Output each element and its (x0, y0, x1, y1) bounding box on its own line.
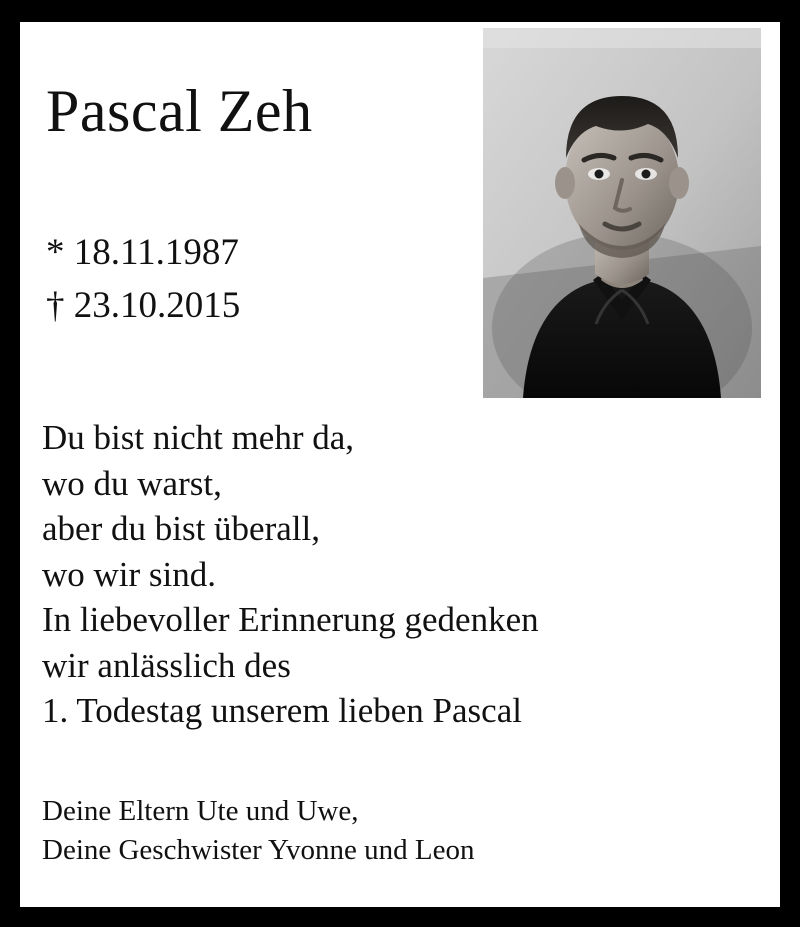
portrait-photo (483, 28, 761, 398)
verse-text (42, 415, 539, 734)
verse-line: Du bist nicht mehr da, (42, 418, 355, 457)
signature-line: Deine Geschwister Yvonne und Leon (42, 834, 475, 867)
birth-date: * 18.11.1987 (46, 232, 239, 273)
verse-line: aber du bist überall, (42, 509, 320, 548)
obituary-inner (20, 22, 780, 907)
verse-line: wo wir sind. (42, 554, 217, 594)
death-date: † 23.10.2015 (46, 284, 241, 326)
portrait-illustration (483, 28, 761, 398)
page-title: Pascal Zeh (46, 78, 313, 144)
verse-line: In liebevoller Erinnerung gedenken (42, 600, 539, 639)
verse-line: wir anlässlich des (42, 645, 291, 685)
signature-block (42, 792, 475, 870)
life-dates (46, 227, 240, 332)
signature-line: Deine Eltern Ute und Uwe, (42, 795, 359, 827)
verse-line: 1. Todestag unserem lieben Pascal (42, 691, 522, 730)
verse-line: wo du warst, (42, 463, 222, 503)
